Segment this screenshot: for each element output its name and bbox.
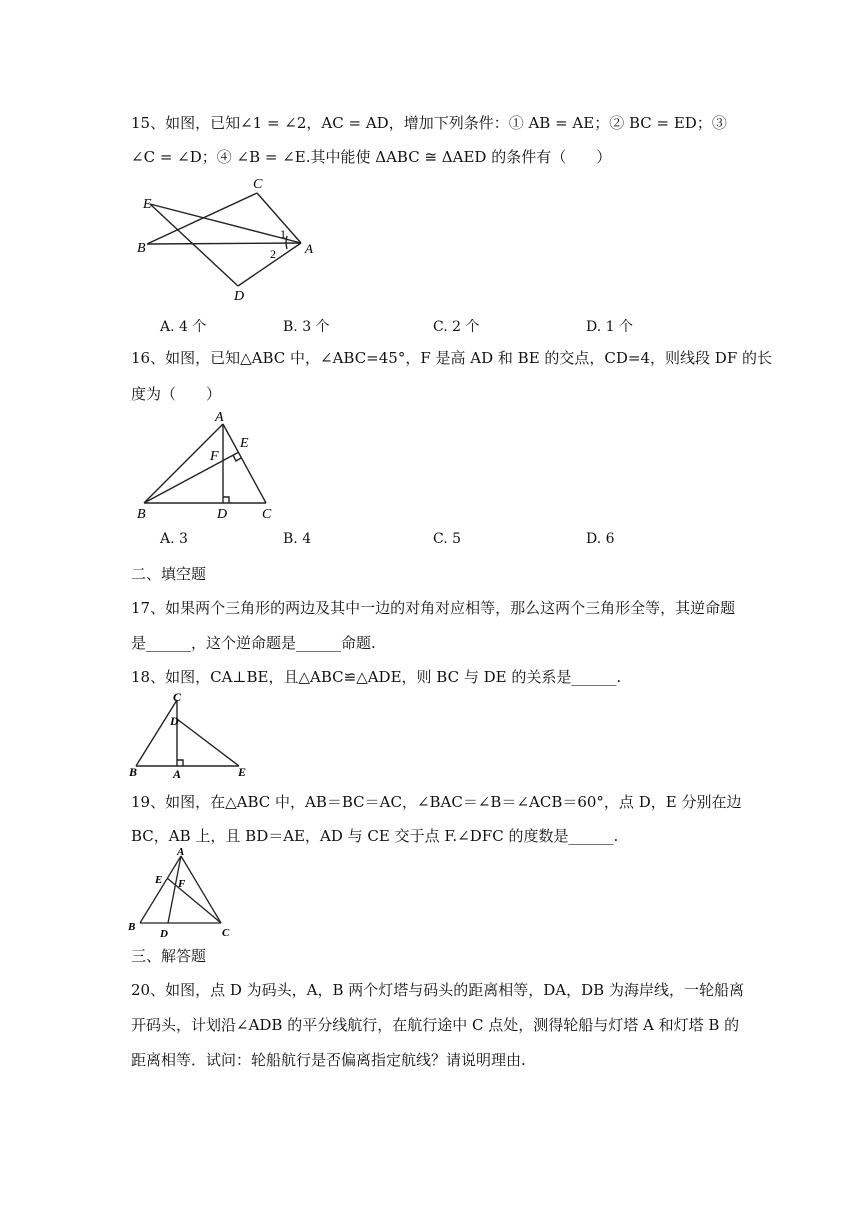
q18-label-A: A — [173, 767, 182, 781]
q15-option-b: B. 3 个 — [283, 319, 330, 335]
q16-option-b: B. 4 — [283, 531, 312, 547]
q19-line-1: 19、如图，在△ABC 中，AB＝BC＝AC，∠BAC＝∠B＝∠ACB＝60°，点 D，E 分别在边 — [131, 793, 742, 811]
q15-label-1: 1 — [280, 227, 286, 241]
q18-label-E: E — [238, 765, 247, 779]
q19-label-F: F — [178, 878, 186, 890]
q16-label-C: C — [262, 507, 272, 522]
q16-line-2: 度为（ ） — [131, 385, 222, 403]
q19-label-B: B — [128, 921, 136, 933]
q15-label-C: C — [253, 177, 263, 192]
q20-line-3: 距离相等．试问：轮船航行是否偏离指定航线？请说明理由. — [131, 1051, 526, 1069]
q15-figure — [135, 176, 325, 302]
q15-label-D: D — [234, 289, 245, 304]
q18-label-C: C — [173, 690, 182, 704]
q19-label-D: D — [160, 928, 168, 940]
section-answer-heading: 三、解答题 — [131, 947, 207, 965]
q18-label-D: D — [170, 714, 179, 728]
q20-line-2: 开码头，计划沿∠ADB 的平分线航行，在航行途中 C 点处，测得轮船与灯塔 A 和灯塔 B 的 — [131, 1016, 740, 1034]
q16-figure — [135, 408, 285, 520]
q16-label-F: F — [210, 449, 219, 464]
section-fill-in-heading: 二、填空题 — [131, 565, 207, 583]
q17-line-1: 17、如果两个三角形的两边及其中一边的对角对应相等，那么这两个三角形全等，其逆命题 — [131, 599, 736, 617]
q15-label-E: E — [143, 197, 152, 212]
q16-label-D: D — [217, 507, 228, 522]
q15-label-A: A — [305, 241, 313, 256]
q16-line-1: 16、如图，已知△ABC 中，∠ABC=45°，F 是高 AD 和 BE 的交点，CD=4，则线段 DF 的长 — [131, 349, 773, 367]
q15-option-d: D. 1 个 — [586, 319, 633, 335]
q18-line-1: 18、如图，CA⊥BE，且△ABC≌△ADE，则 BC 与 DE 的关系是______. — [131, 668, 622, 686]
q16-option-a: A. 3 — [160, 531, 188, 547]
q19-label-E: E — [155, 874, 163, 886]
q18-figure — [128, 690, 258, 781]
q19-label-C: C — [222, 927, 230, 939]
q16-label-E: E — [240, 436, 249, 451]
q15-line-2: ∠C = ∠D；④ ∠B = ∠E.其中能使 ΔABC ≅ ΔAED 的条件有（ ） — [131, 148, 612, 166]
q20-line-1: 20、如图，点 D 为码头，A，B 两个灯塔与码头的距离相等，DA，DB 为海岸线，一轮船离 — [131, 981, 744, 999]
q15-option-a: A. 4 个 — [160, 319, 207, 335]
q15-label-B: B — [137, 241, 146, 256]
q15-option-c: C. 2 个 — [433, 319, 480, 335]
q16-option-d: D. 6 — [586, 531, 615, 547]
q19-figure — [126, 846, 241, 942]
q16-label-A: A — [215, 410, 224, 425]
q18-label-B: B — [129, 765, 138, 779]
q16-label-B: B — [137, 507, 146, 522]
q19-line-2: BC，AB 上，且 BD＝AE，AD 与 CE 交于点 F.∠DFC 的度数是______. — [131, 827, 619, 845]
q17-line-2: 是______，这个逆命题是______命题. — [131, 634, 376, 652]
q15-line-1: 15、如图，已知∠1 = ∠2，AC = AD，增加下列条件：① AB = AE；② BC = ED；③ — [131, 114, 727, 132]
q19-label-A: A — [177, 846, 185, 858]
q16-option-c: C. 5 — [433, 531, 462, 547]
q15-label-2: 2 — [270, 247, 276, 261]
